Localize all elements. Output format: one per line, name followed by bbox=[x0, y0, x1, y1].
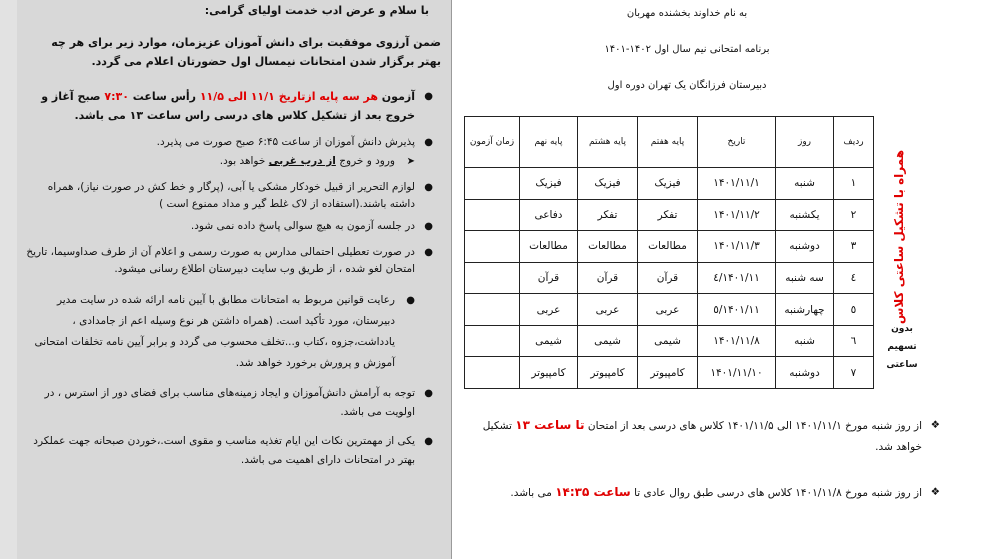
schedule-page bbox=[452, 0, 1000, 559]
row-cell bbox=[465, 325, 520, 357]
row-cell: کامپیوتر bbox=[638, 357, 698, 389]
side-box-line: ساعتی bbox=[886, 360, 918, 370]
row-cell: شنبه bbox=[776, 168, 834, 200]
header-line-1: به نام خداوند بخشنده مهربان bbox=[626, 8, 748, 19]
text: رعایت قوانین مربوط به امتحانات مطابق با آیین نامه ارائه شده در سایت مدیر دبیرستان، مورد تأکید است. (همراه داشتن هر نوع وسیله اعم از جامدادی ، یادداشت،جزوه ،کتاب و...تخلف محسوب می گردد و برابر آیین نامه تخلفات امتحانی آموزش و پرورش برخورد خواهد شد. bbox=[34, 294, 395, 369]
table-row bbox=[465, 357, 874, 389]
row-cell: ۱ bbox=[834, 168, 874, 200]
row-cell: ۱۴۰۱/۱۱/٥ bbox=[698, 294, 776, 326]
text: از روز شنبه مورخ ۱۴۰۱/۱۱/۸ کلاس های درسی طبق روال عادی تا bbox=[630, 487, 922, 499]
row-cell: مطالعات bbox=[520, 231, 578, 263]
text: یکی از مهمترین نکات این ایام تغذیه مناسب و مقوی است.،خوردن صبحانه جهت عملکرد بهتر در امتحانات دارای اهمیت می باشد. bbox=[33, 435, 415, 466]
header-cell: پایه هفتم bbox=[638, 117, 698, 168]
text: رأس ساعت bbox=[128, 90, 200, 103]
header-cell: روز bbox=[776, 117, 834, 168]
text: در صورت تعطیلی احتمالی مدارس به صورت رسمی و اعلام آن از طرف صداوسیما، تاریخ امتحان لغو شده ، از طریق وب سایت دبیرستان اطلاع رسانی میشود. bbox=[26, 246, 415, 275]
row-cell bbox=[465, 294, 520, 326]
row-cell: قرآن bbox=[578, 262, 638, 294]
table-row bbox=[465, 294, 874, 326]
text: خواهد بود. bbox=[219, 155, 269, 167]
row-cell: شیمی bbox=[578, 325, 638, 357]
row-cell: تفکر bbox=[638, 199, 698, 231]
bullet-icon: ● bbox=[406, 295, 415, 306]
diamond-bullet-icon: ❖ bbox=[930, 486, 940, 498]
bullet-exam-time bbox=[25, 87, 445, 125]
diamond-bullet-icon: ❖ bbox=[930, 419, 940, 431]
row-cell: ۳ bbox=[834, 231, 874, 263]
exam-schedule-table bbox=[464, 116, 874, 389]
row-cell: شیمی bbox=[520, 325, 578, 357]
row-cell bbox=[465, 357, 520, 389]
bullet-calm bbox=[25, 384, 445, 422]
text: تشکیل خواهد شد. bbox=[482, 420, 922, 453]
header-cell: تاریخ bbox=[698, 117, 776, 168]
bullet-icon: ● bbox=[424, 137, 433, 148]
row-cell: ۱۴۰۱/۱۱/۸ bbox=[698, 325, 776, 357]
text: از روز شنبه مورخ ۱۴۰۱/۱۱/۱ الی ۱۴۰۱/۱۱/۵ کلاس های درسی بعد از امتحان bbox=[584, 420, 922, 432]
row-cell: کامپیوتر bbox=[520, 357, 578, 389]
header-line-2: برنامه امتحانی نیم سال اول ۱۴۰۲-۱۴۰۱ bbox=[604, 44, 770, 55]
bullet-closure bbox=[25, 244, 445, 278]
row-cell bbox=[465, 262, 520, 294]
note-classes-until-1435 bbox=[482, 482, 940, 504]
text: صبح آغاز و خروج بعد از تشکیل کلاس های درسی راس ساعت ۱۳ می باشد. bbox=[41, 90, 415, 122]
table-row bbox=[465, 231, 874, 263]
row-cell: ۱۴۰۱/۱۱/۳ bbox=[698, 231, 776, 263]
text: آزمون bbox=[377, 90, 415, 103]
row-cell: مطالعات bbox=[578, 231, 638, 263]
text: می باشد. bbox=[510, 487, 556, 499]
row-cell bbox=[465, 168, 520, 200]
bullet-icon: ● bbox=[424, 182, 433, 193]
row-cell: ۱۴۰۱/۱۱/۲ bbox=[698, 199, 776, 231]
bullet-admission bbox=[25, 134, 445, 151]
side-box-line: بدون bbox=[891, 324, 913, 334]
row-cell: فیزیک bbox=[578, 168, 638, 200]
row-cell: ۲ bbox=[834, 199, 874, 231]
intro-paragraph: ضمن آرزوی موفقیت برای دانش آموزان عزیزمان، موارد زیر برای هر چه بهتر برگزار شدن امتحانات نیمسال اول حضورتان اعلام می گردد. bbox=[51, 36, 441, 68]
side-note-text: همراه با تشکیل ساعتی کلاس bbox=[892, 149, 906, 325]
header-cell: پایه نهم bbox=[520, 117, 578, 168]
row-cell: شنبه bbox=[776, 325, 834, 357]
row-cell: مطالعات bbox=[638, 231, 698, 263]
note-classes-until-13 bbox=[482, 415, 940, 458]
text: پذیرش دانش آموزان از ساعت ۶:۴۵ صبح صورت می پذیرد. bbox=[156, 136, 415, 148]
time-highlight: تا ساعت ۱۳ bbox=[515, 418, 585, 432]
bullet-stationery bbox=[25, 179, 445, 213]
left-text-column bbox=[17, 0, 451, 559]
side-note-no-classes bbox=[884, 318, 920, 392]
header-line-3: دبیرستان فرزانگان یک تهران دوره اول bbox=[607, 80, 767, 91]
window-left-strip bbox=[0, 0, 17, 559]
bullet-icon: ● bbox=[424, 436, 433, 447]
row-cell: فیزیک bbox=[520, 168, 578, 200]
text: ورود و خروج bbox=[335, 155, 395, 167]
bullet-icon: ● bbox=[424, 247, 433, 258]
row-cell: عربی bbox=[520, 294, 578, 326]
side-note-with-classes bbox=[882, 149, 916, 325]
table-row bbox=[465, 168, 874, 200]
bullet-icon: ● bbox=[424, 91, 433, 102]
header-cell: زمان آزمون bbox=[465, 117, 520, 168]
bullet-no-questions bbox=[25, 218, 445, 235]
row-cell bbox=[465, 199, 520, 231]
table-row bbox=[465, 325, 874, 357]
row-cell: دوشنبه bbox=[776, 357, 834, 389]
time-highlight: ۷:۳۰ bbox=[104, 90, 129, 103]
header-cell: پایه هشتم bbox=[578, 117, 638, 168]
row-cell bbox=[465, 231, 520, 263]
row-cell: یکشنبه bbox=[776, 199, 834, 231]
time-highlight: ساعت ۱۴:۳۵ bbox=[555, 485, 631, 499]
greeting: با سلام و عرض ادب خدمت اولیای گرامی: bbox=[204, 4, 429, 17]
row-cell: ۱۴۰۱/۱۱/۱ bbox=[698, 168, 776, 200]
bullet-rules bbox=[25, 290, 445, 374]
row-cell: سه شنبه bbox=[776, 262, 834, 294]
row-cell: کامپیوتر bbox=[578, 357, 638, 389]
row-cell: چهارشنبه bbox=[776, 294, 834, 326]
row-cell: ۷ bbox=[834, 357, 874, 389]
date-range-highlight: هر سه پایه ازتاریخ ۱۱/۱ الی ۱۱/۵ bbox=[199, 90, 378, 103]
bullet-nutrition bbox=[25, 432, 445, 470]
row-cell: عربی bbox=[578, 294, 638, 326]
text: توجه به آرامش دانش‌آموزان و ایجاد زمینه‌های مناسب برای فضای دور از استرس ، در اولویت می باشد. bbox=[44, 387, 415, 418]
bullet-icon: ● bbox=[424, 388, 433, 399]
side-box-line: تسهیم bbox=[887, 342, 917, 352]
row-cell: ٤ bbox=[834, 262, 874, 294]
text: در جلسه آزمون به هیچ سوالی پاسخ داده نمی شود. bbox=[190, 220, 415, 232]
table-row bbox=[465, 262, 874, 294]
bullet-entrance bbox=[25, 153, 445, 170]
row-cell: دفاعی bbox=[520, 199, 578, 231]
table-header-row bbox=[465, 117, 874, 168]
bullet-icon: ● bbox=[424, 221, 433, 232]
row-cell: قرآن bbox=[638, 262, 698, 294]
arrow-bullet-icon: ➤ bbox=[406, 156, 415, 167]
row-cell: تفکر bbox=[578, 199, 638, 231]
row-cell: شیمی bbox=[638, 325, 698, 357]
row-cell: ۱۴۰۱/۱۱/٤ bbox=[698, 262, 776, 294]
row-cell: قرآن bbox=[520, 262, 578, 294]
west-gate: از درب غربی bbox=[268, 155, 336, 167]
row-cell: فیزیک bbox=[638, 168, 698, 200]
text: لوازم التحریر از قبیل خودکار مشکی یا آبی، (پرگار و خط کش در صورت نیاز)، همراه داشته باشند.(استفاده از لاک غلط گیر و مداد ممنوع است ) bbox=[47, 181, 415, 210]
row-cell: ٥ bbox=[834, 294, 874, 326]
table-row bbox=[465, 199, 874, 231]
header-cell: ردیف bbox=[834, 117, 874, 168]
row-cell: ۱۴۰۱/۱۱/۱۰ bbox=[698, 357, 776, 389]
row-cell: دوشنبه bbox=[776, 231, 834, 263]
row-cell: عربی bbox=[638, 294, 698, 326]
row-cell: ٦ bbox=[834, 325, 874, 357]
